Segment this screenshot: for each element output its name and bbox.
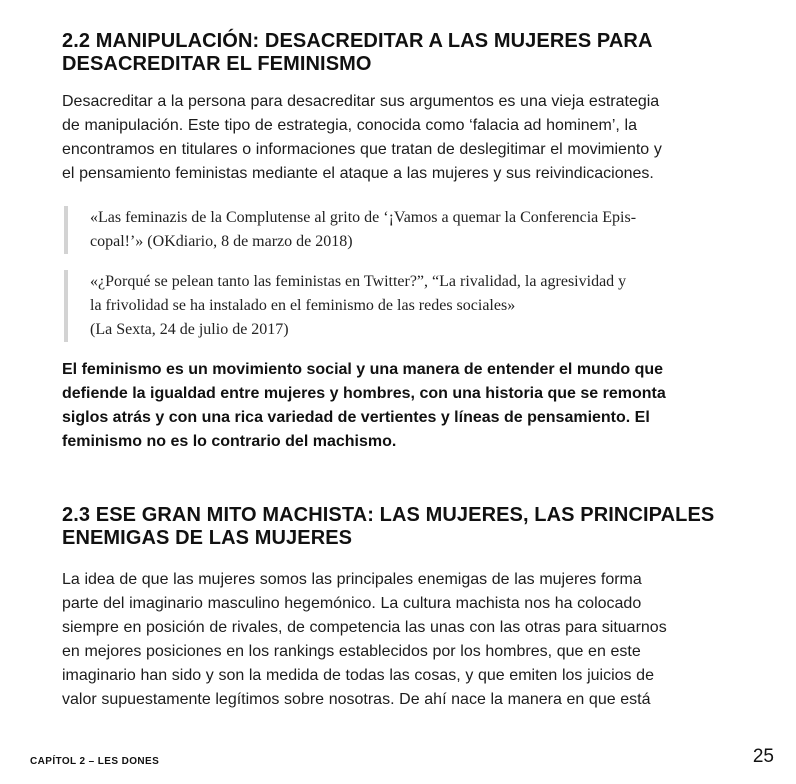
- quote-line: «¿Porqué se pelean tanto las feministas en Twitter?”, “La rivalidad, la agresividad y: [90, 273, 627, 290]
- paragraph-line: en mejores posiciones en los rankings establecidos por los hombres, que en este: [62, 643, 641, 660]
- paragraph-line: el pensamiento feministas mediante el ataque a las mujeres y sus reivindicaciones.: [62, 165, 654, 182]
- emphasis-line: El feminismo es un movimiento social y una manera de entender el mundo que: [62, 361, 664, 378]
- section-2-2-heading: [62, 30, 752, 76]
- quote-line: copal!’» (OKdiario, 8 de marzo de 2018): [90, 233, 353, 250]
- paragraph-line: de manipulación. Este tipo de estrategia, conocida como ‘falacia ad hominem’, la: [62, 117, 637, 134]
- heading-line: 2.3 ESE GRAN MITO MACHISTA: LAS MUJERES, LAS PRINCIPALES: [62, 504, 715, 526]
- section-2-2-emphasis: [62, 358, 752, 454]
- section-2-3-heading: [62, 504, 752, 550]
- quote-line: la frivolidad se ha instalado en el feminismo de las redes sociales»: [90, 297, 516, 314]
- paragraph-line: siempre en posición de rivales, de competencia las unas con las otras para situarnos: [62, 619, 667, 636]
- paragraph-line: La idea de que las mujeres somos las principales enemigas de las mujeres forma: [62, 571, 642, 588]
- paragraph-line: valor supuestamente legítimos sobre nosotras. De ahí nace la manera en que está: [62, 691, 651, 708]
- paragraph-line: imaginario han sido y son la medida de todas las cosas, y que emiten los juicios de: [62, 667, 654, 684]
- emphasis-line: siglos atrás y con una rica variedad de vertientes y líneas de pensamiento. El: [62, 409, 650, 426]
- paragraph-line: Desacreditar a la persona para desacreditar sus argumentos es una vieja estrategia: [62, 93, 660, 110]
- blockquote-okdiario: [64, 206, 770, 254]
- section-2-3-paragraph: [62, 568, 752, 712]
- paragraph-line: parte del imaginario masculino hegemónico. La cultura machista nos ha colocado: [62, 595, 642, 612]
- heading-line: ENEMIGAS DE LAS MUJERES: [62, 527, 353, 549]
- section-2-2-paragraph: [62, 90, 752, 186]
- quote-line: «Las feminazis de la Complutense al grito de ‘¡Vamos a quemar la Conferencia Epis-: [90, 209, 637, 226]
- blockquote-lasexta: [64, 270, 770, 342]
- emphasis-line: feminismo no es lo contrario del machismo.: [62, 433, 397, 450]
- quote-bar: [64, 270, 68, 342]
- page-number: 25: [752, 746, 774, 767]
- quote-bar: [64, 206, 68, 254]
- quote-line: (La Sexta, 24 de julio de 2017): [90, 321, 289, 338]
- emphasis-line: defiende la igualdad entre mujeres y hombres, con una historia que se remonta: [62, 385, 666, 402]
- footer-chapter-label: CAPÍTOL 2 – LES DONES: [30, 756, 160, 767]
- paragraph-line: encontramos en titulares o informaciones que tratan de deslegitimar el movimiento y: [62, 141, 662, 158]
- heading-line: DESACREDITAR EL FEMINISMO: [62, 53, 372, 75]
- heading-line: 2.2 MANIPULACIÓN: DESACREDITAR A LAS MUJERES PARA: [62, 30, 653, 52]
